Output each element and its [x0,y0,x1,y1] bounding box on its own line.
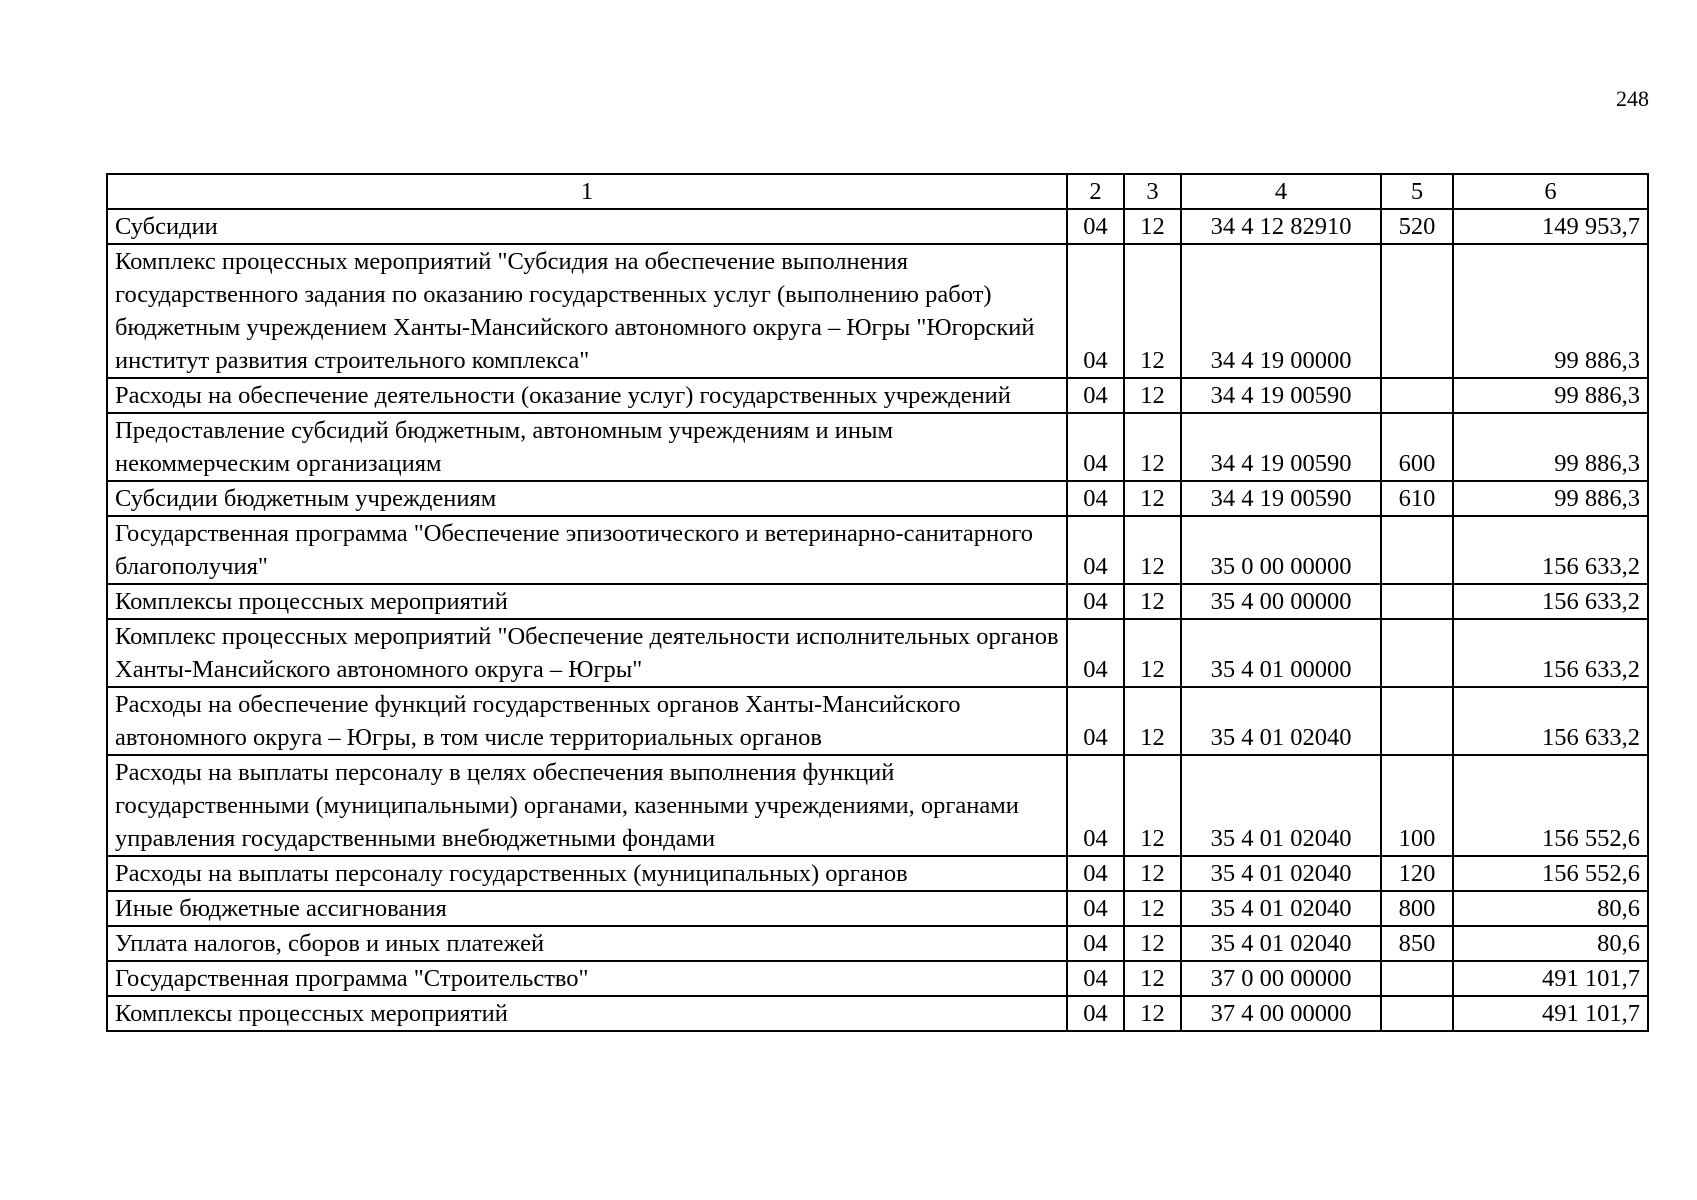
row-amount: 80,6 [1453,891,1648,926]
row-name: Комплекс процессных мероприятий "Обеспечение деятельности исполнительных органов Ханты-Мансийского автономного округа – Югры" [107,619,1067,687]
row-subsection: 12 [1124,584,1181,619]
header-col-4: 4 [1181,174,1381,209]
row-amount: 156 633,2 [1453,584,1648,619]
row-subsection: 12 [1124,755,1181,856]
row-subsection: 12 [1124,961,1181,996]
table-row [107,687,1648,755]
table-row [107,961,1648,996]
row-subsection: 12 [1124,209,1181,244]
table-row [107,891,1648,926]
row-subsection: 12 [1124,244,1181,378]
row-expense-type [1381,378,1453,413]
row-section: 04 [1067,961,1124,996]
row-name: Расходы на обеспечение деятельности (оказание услуг) государственных учреждений [107,378,1067,413]
row-subsection: 12 [1124,481,1181,516]
row-expense-type [1381,584,1453,619]
row-section: 04 [1067,891,1124,926]
row-name: Субсидии бюджетным учреждениям [107,481,1067,516]
row-expense-type [1381,516,1453,584]
row-subsection: 12 [1124,891,1181,926]
row-subsection: 12 [1124,687,1181,755]
row-section: 04 [1067,209,1124,244]
row-section: 04 [1067,413,1124,481]
table-row [107,584,1648,619]
row-subsection: 12 [1124,856,1181,891]
row-target-code: 35 4 01 02040 [1181,926,1381,961]
row-section: 04 [1067,244,1124,378]
row-expense-type: 520 [1381,209,1453,244]
row-target-code: 35 4 01 02040 [1181,856,1381,891]
row-name: Расходы на выплаты персоналу в целях обеспечения выполнения функций государственными (муниципальными) органами, казенными учреждениями, органами управления государственными внебюджетными фондами [107,755,1067,856]
row-subsection: 12 [1124,516,1181,584]
header-col-6: 6 [1453,174,1648,209]
row-subsection: 12 [1124,996,1181,1031]
header-col-5: 5 [1381,174,1453,209]
header-col-2: 2 [1067,174,1124,209]
row-target-code: 34 4 19 00590 [1181,413,1381,481]
row-subsection: 12 [1124,378,1181,413]
row-expense-type: 100 [1381,755,1453,856]
row-section: 04 [1067,926,1124,961]
row-amount: 149 953,7 [1453,209,1648,244]
row-amount: 156 552,6 [1453,755,1648,856]
row-target-code: 37 4 00 00000 [1181,996,1381,1031]
row-amount: 491 101,7 [1453,961,1648,996]
row-amount: 156 633,2 [1453,619,1648,687]
row-amount: 156 552,6 [1453,856,1648,891]
row-amount: 491 101,7 [1453,996,1648,1031]
row-name: Комплексы процессных мероприятий [107,996,1067,1031]
table-row [107,856,1648,891]
table-row [107,926,1648,961]
row-name: Субсидии [107,209,1067,244]
header-row [107,174,1648,209]
row-target-code: 34 4 12 82910 [1181,209,1381,244]
row-target-code: 34 4 19 00000 [1181,244,1381,378]
row-section: 04 [1067,378,1124,413]
row-expense-type: 610 [1381,481,1453,516]
row-name: Расходы на обеспечение функций государственных органов Ханты-Мансийского автономного округа – Югры, в том числе территориальных органов [107,687,1067,755]
row-amount: 156 633,2 [1453,687,1648,755]
table-row [107,481,1648,516]
row-section: 04 [1067,856,1124,891]
row-name: Комплекс процессных мероприятий "Субсидия на обеспечение выполнения государственного задания по оказанию государственных услуг (выполнению работ) бюджетным учреждением Ханты-Мансийского автономного округа – Югры "Югорский институт развития строительного комплекса" [107,244,1067,378]
row-name: Государственная программа "Обеспечение эпизоотического и ветеринарно-санитарного благополучия" [107,516,1067,584]
page-number: 248 [1616,86,1649,111]
table-row [107,209,1648,244]
row-target-code: 34 4 19 00590 [1181,378,1381,413]
row-subsection: 12 [1124,413,1181,481]
table-row [107,996,1648,1031]
row-section: 04 [1067,755,1124,856]
row-expense-type: 850 [1381,926,1453,961]
row-section: 04 [1067,619,1124,687]
row-target-code: 37 0 00 00000 [1181,961,1381,996]
row-amount: 99 886,3 [1453,244,1648,378]
row-target-code: 35 4 01 02040 [1181,687,1381,755]
table-row [107,378,1648,413]
row-section: 04 [1067,516,1124,584]
row-section: 04 [1067,687,1124,755]
row-expense-type: 800 [1381,891,1453,926]
row-amount: 156 633,2 [1453,516,1648,584]
row-name: Государственная программа "Строительство" [107,961,1067,996]
row-target-code: 35 4 01 02040 [1181,755,1381,856]
table-row [107,619,1648,687]
table-row [107,755,1648,856]
row-name: Предоставление субсидий бюджетным, автономным учреждениям и иным некоммерческим организациям [107,413,1067,481]
row-amount: 99 886,3 [1453,481,1648,516]
row-section: 04 [1067,584,1124,619]
row-section: 04 [1067,996,1124,1031]
row-subsection: 12 [1124,619,1181,687]
row-name: Расходы на выплаты персоналу государственных (муниципальных) органов [107,856,1067,891]
row-expense-type [1381,619,1453,687]
row-name: Иные бюджетные ассигнования [107,891,1067,926]
row-expense-type [1381,687,1453,755]
row-expense-type [1381,244,1453,378]
table-row [107,516,1648,584]
header-col-1: 1 [107,174,1067,209]
row-subsection: 12 [1124,926,1181,961]
row-target-code: 34 4 19 00590 [1181,481,1381,516]
row-name: Уплата налогов, сборов и иных платежей [107,926,1067,961]
row-expense-type [1381,961,1453,996]
row-name: Комплексы процессных мероприятий [107,584,1067,619]
row-expense-type: 120 [1381,856,1453,891]
row-target-code: 35 4 00 00000 [1181,584,1381,619]
table-row [107,244,1648,378]
row-section: 04 [1067,481,1124,516]
budget-table [106,173,1649,1032]
row-target-code: 35 0 00 00000 [1181,516,1381,584]
row-expense-type: 600 [1381,413,1453,481]
row-target-code: 35 4 01 02040 [1181,891,1381,926]
row-expense-type [1381,996,1453,1031]
header-col-3: 3 [1124,174,1181,209]
row-amount: 99 886,3 [1453,378,1648,413]
row-amount: 99 886,3 [1453,413,1648,481]
table-row [107,413,1648,481]
row-target-code: 35 4 01 00000 [1181,619,1381,687]
row-amount: 80,6 [1453,926,1648,961]
